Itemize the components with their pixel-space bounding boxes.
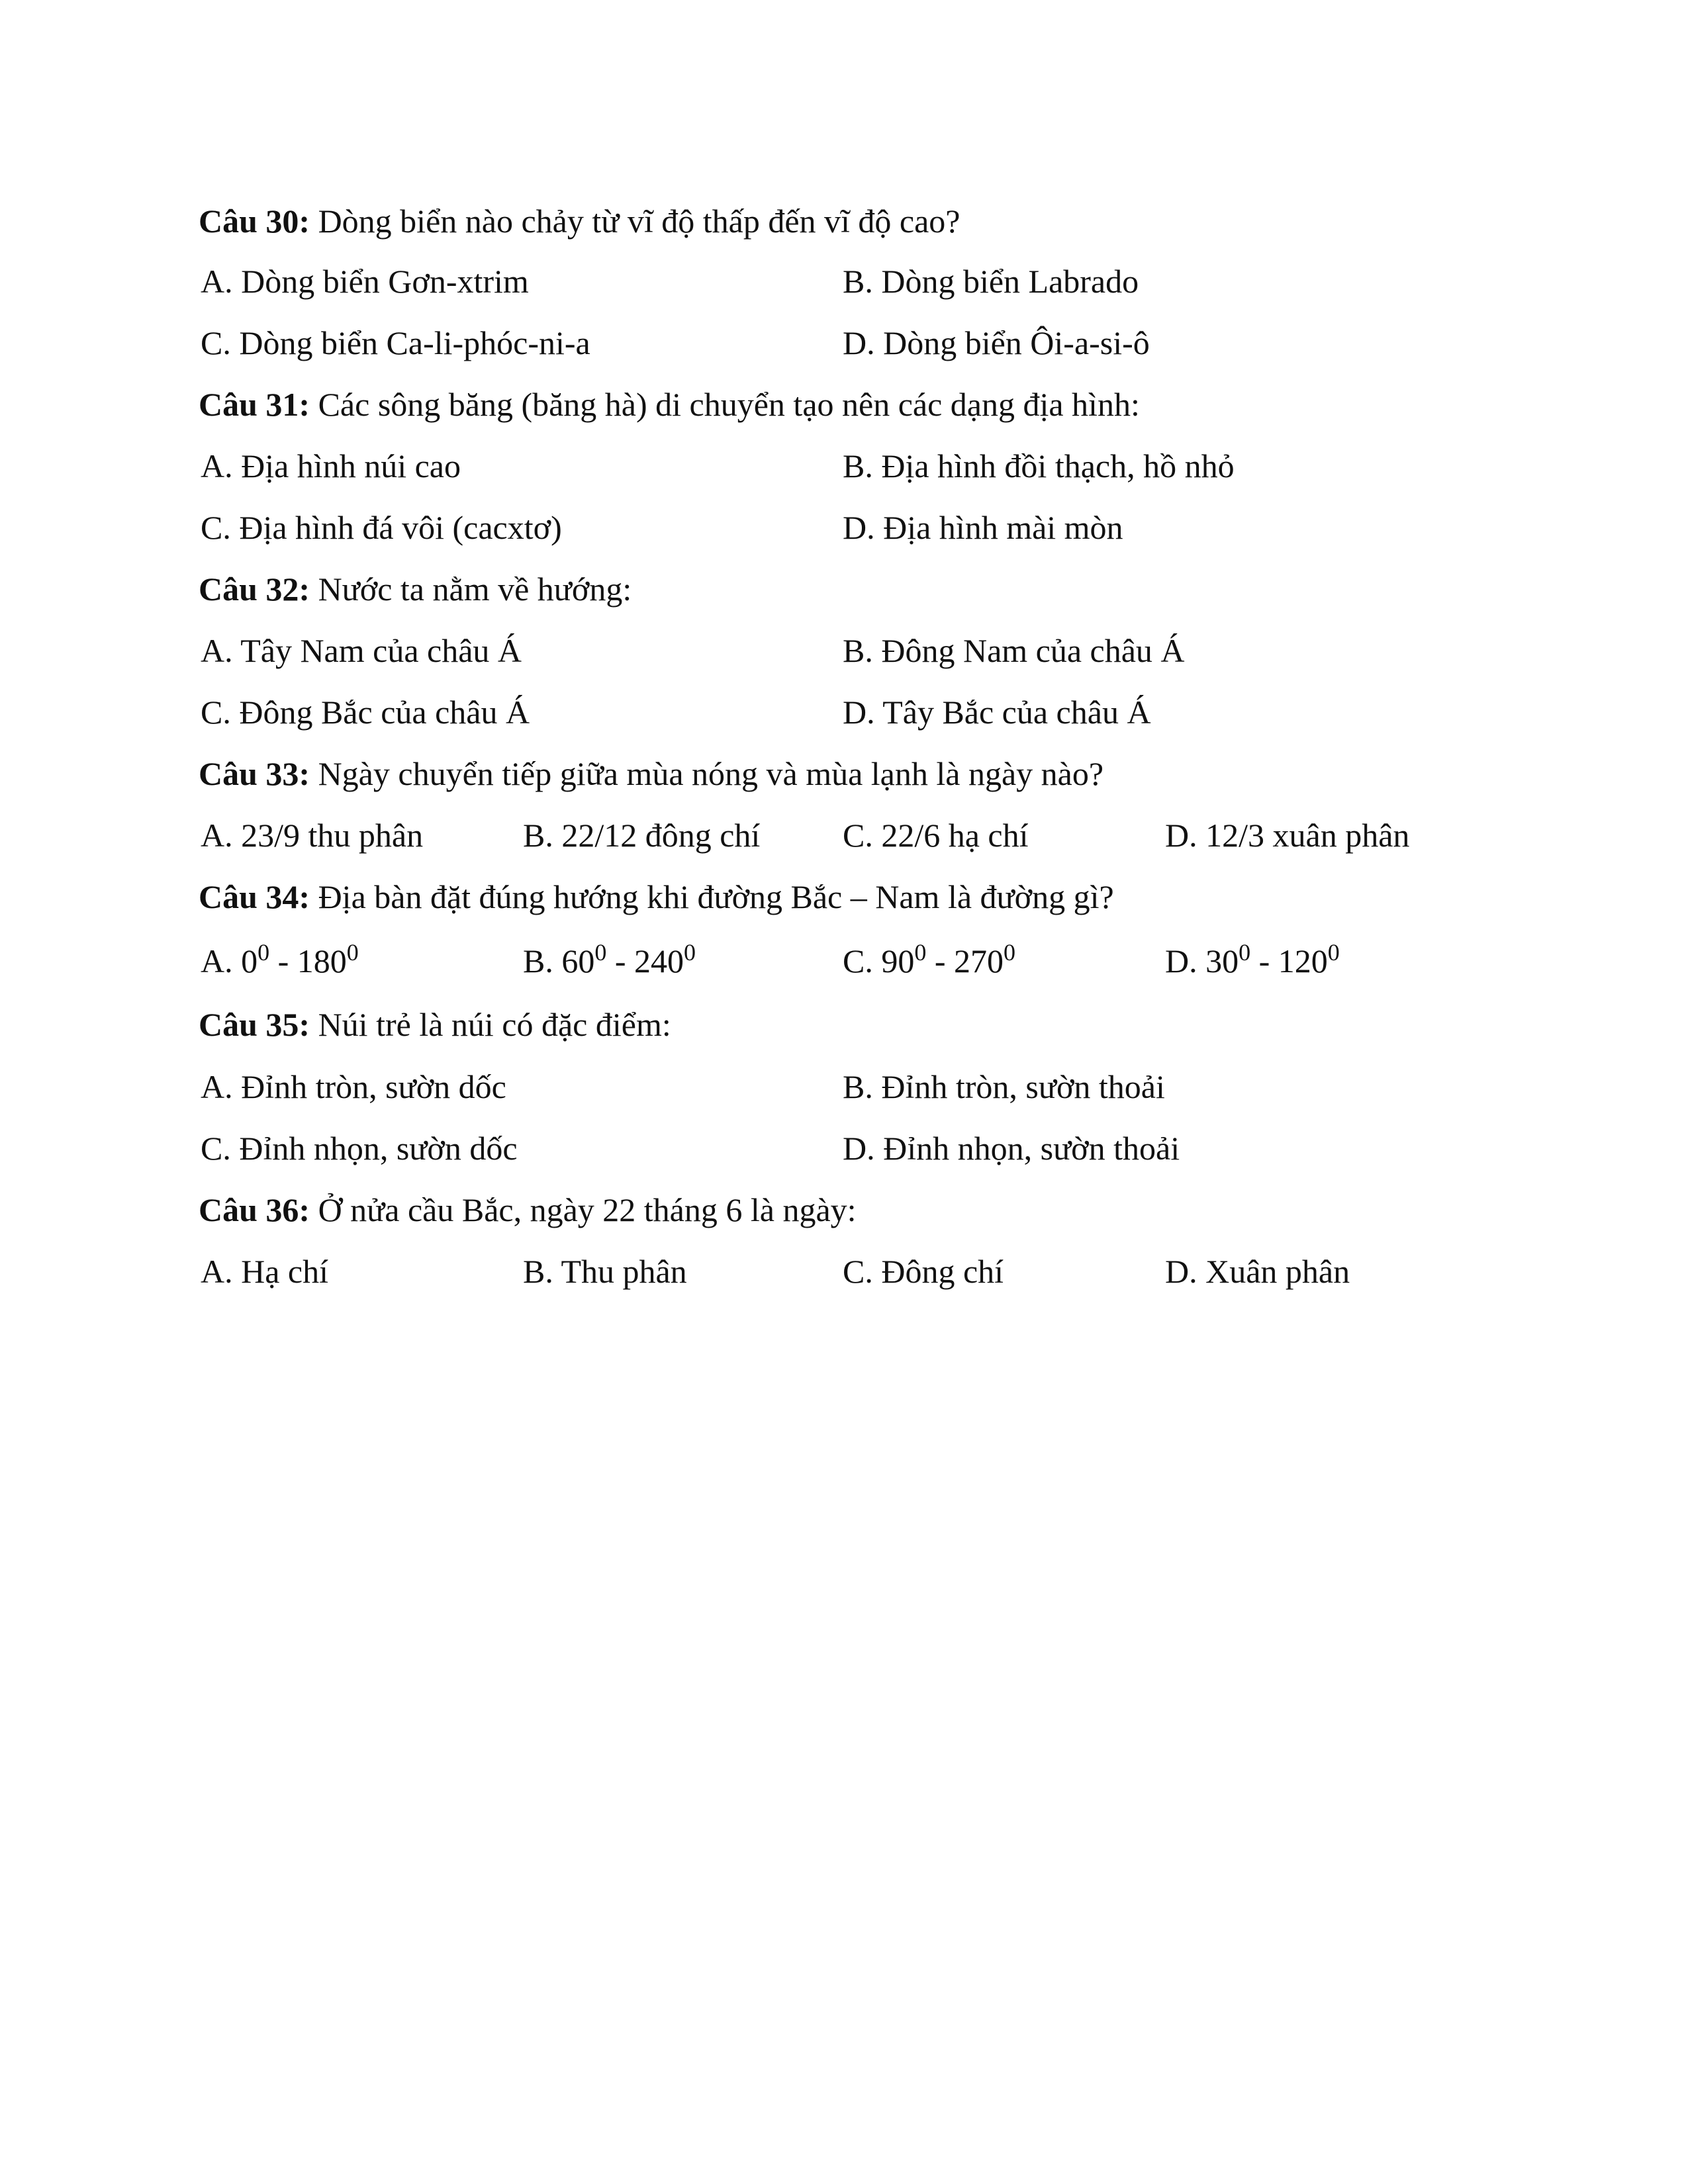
option-a: A. Tây Nam của châu Á xyxy=(201,632,522,669)
options-row xyxy=(199,686,1509,739)
question-label: Câu 36: xyxy=(199,1191,310,1228)
options-row xyxy=(199,501,1509,554)
question-label: Câu 30: xyxy=(199,203,310,240)
option-c: C. Địa hình đá vôi (cacxtơ) xyxy=(201,509,562,546)
question-32 xyxy=(199,563,1509,615)
options-row xyxy=(199,1060,1509,1113)
option-c: C. Đông chí xyxy=(843,1253,1004,1290)
option-a xyxy=(201,934,359,987)
option-value: C. 90 xyxy=(843,942,915,979)
question-text: Dòng biển nào chảy từ vĩ độ thấp đến vĩ độ cao? xyxy=(318,203,961,240)
option-c: C. Dòng biển Ca-li-phóc-ni-a xyxy=(201,324,590,361)
options-row xyxy=(199,439,1509,492)
option-a: A. Hạ chí xyxy=(201,1253,328,1290)
degree-mark: 0 xyxy=(594,939,607,966)
question-text: Các sông băng (băng hà) di chuyển tạo nên các dạng địa hình: xyxy=(318,386,1140,423)
question-text: Núi trẻ là núi có đặc điểm: xyxy=(318,1006,671,1043)
option-b: B. Dòng biển Labrado xyxy=(843,263,1139,300)
degree-mark: 0 xyxy=(1327,939,1340,966)
option-value: - 180 xyxy=(269,942,347,979)
option-value: - 120 xyxy=(1250,942,1328,979)
options-row xyxy=(199,1122,1509,1175)
degree-mark: 0 xyxy=(684,939,696,966)
option-d: D. Đỉnh nhọn, sườn thoải xyxy=(843,1130,1180,1167)
question-text: Ở nửa cầu Bắc, ngày 22 tháng 6 là ngày: xyxy=(318,1191,857,1228)
option-value: D. 30 xyxy=(1165,942,1239,979)
question-label: Câu 34: xyxy=(199,878,310,915)
options-row xyxy=(199,316,1509,369)
question-34 xyxy=(199,870,1509,923)
option-b: B. Đông Nam của châu Á xyxy=(843,632,1185,669)
question-36 xyxy=(199,1183,1509,1236)
question-33 xyxy=(199,747,1509,800)
question-30 xyxy=(199,195,1509,248)
option-d: D. Xuân phân xyxy=(1165,1253,1350,1290)
option-b xyxy=(523,934,696,987)
option-d: D. Tây Bắc của châu Á xyxy=(843,694,1151,731)
option-a: A. Dòng biển Gơn-xtrim xyxy=(201,263,529,300)
option-c xyxy=(843,934,1015,987)
option-b: B. 22/12 đông chí xyxy=(523,817,761,854)
degree-mark: 0 xyxy=(258,939,270,966)
degree-mark: 0 xyxy=(1004,939,1016,966)
degree-mark: 0 xyxy=(914,939,927,966)
option-a: A. Địa hình núi cao xyxy=(201,447,461,484)
option-c: C. Đỉnh nhọn, sườn dốc xyxy=(201,1130,518,1167)
options-row xyxy=(199,809,1509,862)
degree-mark: 0 xyxy=(1239,939,1251,966)
degree-mark: 0 xyxy=(346,939,359,966)
question-text: Nước ta nằm về hướng: xyxy=(318,570,632,608)
option-b: B. Đỉnh tròn, sườn thoải xyxy=(843,1068,1165,1105)
option-c: C. Đông Bắc của châu Á xyxy=(201,694,530,731)
question-35 xyxy=(199,998,1509,1051)
options-row xyxy=(199,1245,1509,1298)
option-value: B. 60 xyxy=(523,942,595,979)
option-d xyxy=(1165,934,1340,987)
option-a: A. Đỉnh tròn, sườn dốc xyxy=(201,1068,506,1105)
option-d: D. 12/3 xuân phân xyxy=(1165,817,1410,854)
options-row xyxy=(199,255,1509,308)
question-31 xyxy=(199,378,1509,431)
option-b: B. Địa hình đồi thạch, hồ nhỏ xyxy=(843,447,1235,484)
option-a: A. 23/9 thu phân xyxy=(201,817,424,854)
option-value: - 240 xyxy=(606,942,684,979)
options-row xyxy=(199,624,1509,677)
question-text: Địa bàn đặt đúng hướng khi đường Bắc – Nam là đường gì? xyxy=(318,878,1114,915)
question-label: Câu 33: xyxy=(199,755,310,792)
question-label: Câu 32: xyxy=(199,570,310,608)
question-label: Câu 31: xyxy=(199,386,310,423)
options-row xyxy=(199,934,1509,987)
question-text: Ngày chuyển tiếp giữa mùa nóng và mùa lạnh là ngày nào? xyxy=(318,755,1104,792)
option-value: - 270 xyxy=(926,942,1004,979)
option-d: D. Dòng biển Ôi-a-si-ô xyxy=(843,324,1150,361)
option-c: C. 22/6 hạ chí xyxy=(843,817,1029,854)
option-d: D. Địa hình mài mòn xyxy=(843,509,1123,546)
option-value: A. 0 xyxy=(201,942,258,979)
option-b: B. Thu phân xyxy=(523,1253,687,1290)
question-label: Câu 35: xyxy=(199,1006,310,1043)
